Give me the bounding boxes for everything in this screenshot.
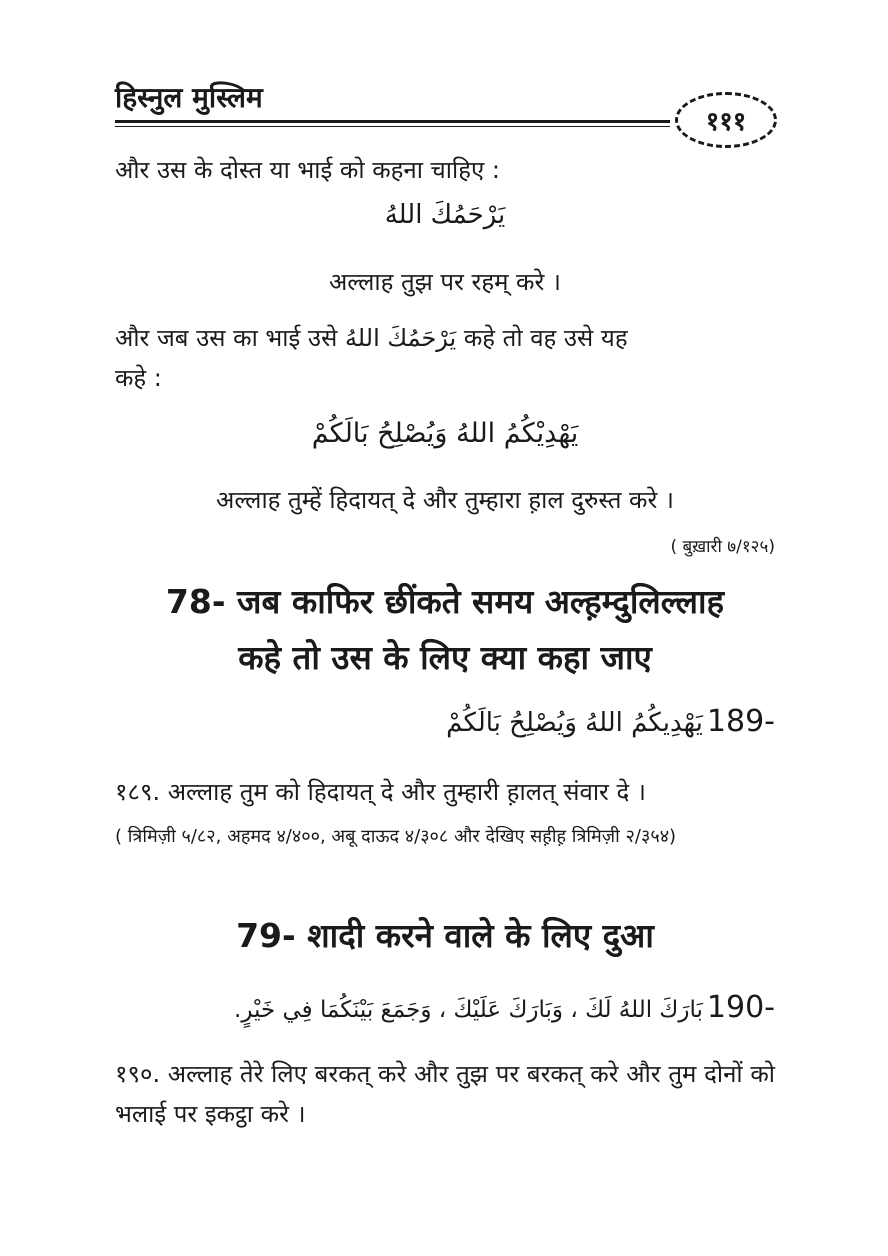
paragraph-2: [115, 318, 775, 398]
section-78-line1: 78- जब काफिर छींकते समय अल्ह़म्दुलिल्लाह: [165, 582, 725, 621]
item-189-translation: १८९. अल्लाह तुम को हिदायत् दे और तुम्हारी ह़ालत् संवार दे ।: [115, 778, 646, 806]
item-189-number: 189-: [706, 704, 775, 739]
item-190: [115, 990, 775, 1025]
translation-1: अल्लाह तुझ पर रहम् करे ।: [328, 268, 562, 296]
item-190-arabic: بَارَكَ اللهُ لَكَ ، وَبَارَكَ عَلَيْكَ ، وَجَمَعَ بَيْنَكُمَا فِي خَيْرٍ.: [234, 997, 703, 1023]
header-rule: [115, 120, 670, 127]
page-number-badge: १११: [675, 92, 777, 148]
intro-line: और उस के दोस्त या भाई को कहना चाहिए :: [115, 156, 500, 184]
item-190-translation: १९०. अल्लाह तेरे लिए बरकत् करे और तुझ पर बरकत् करे और तुम दोनों को भलाई पर इकट्ठा करे ।: [115, 1060, 775, 1128]
reference-bukhari: ( बुख़ारी ७/१२५): [670, 537, 775, 557]
arabic-yahdikum: يَهْدِيْكُمُ اللهُ وَيُصْلِحُ بَالَكُمْ: [311, 418, 579, 449]
section-78-line2: कहे तो उस के लिए क्या कहा जाए: [238, 638, 652, 677]
arabic-yarhamuk: يَرْحَمُكَ اللهُ: [384, 200, 506, 230]
para2-text-b: कहे तो वह उसे यह: [463, 324, 628, 352]
para2-text-c: कहे :: [115, 364, 162, 392]
para2-text-a: और जब उस का भाई उसे: [115, 324, 338, 352]
item-189: [115, 704, 775, 739]
translation-2: अल्लाह तुम्हें हिदायत् दे और तुम्हारा ह़ाल दुरुस्त करे ।: [216, 486, 674, 514]
item-189-arabic: يَهْدِيكُمُ اللهُ وَيُصْلِحُ بَالَكُمْ: [446, 708, 703, 738]
reference-tirmidhi: ( त्रिमिज़ी ५/८२, अहमद ४/४००, अबू दाऊद ४/३०८ और देखिए सह़ीह़ त्रिमिज़ी २/३५४): [115, 826, 677, 847]
section-79-heading: 79- शादी करने वाले के लिए दुआ: [236, 916, 654, 955]
page-header: [115, 78, 775, 148]
item-190-number: 190-: [706, 990, 775, 1025]
para2-arabic: يَرْحَمُكَ اللهُ: [344, 324, 457, 352]
book-title: हिस्नुल मुस्लिम: [115, 81, 263, 114]
section-78-heading: [115, 574, 775, 686]
